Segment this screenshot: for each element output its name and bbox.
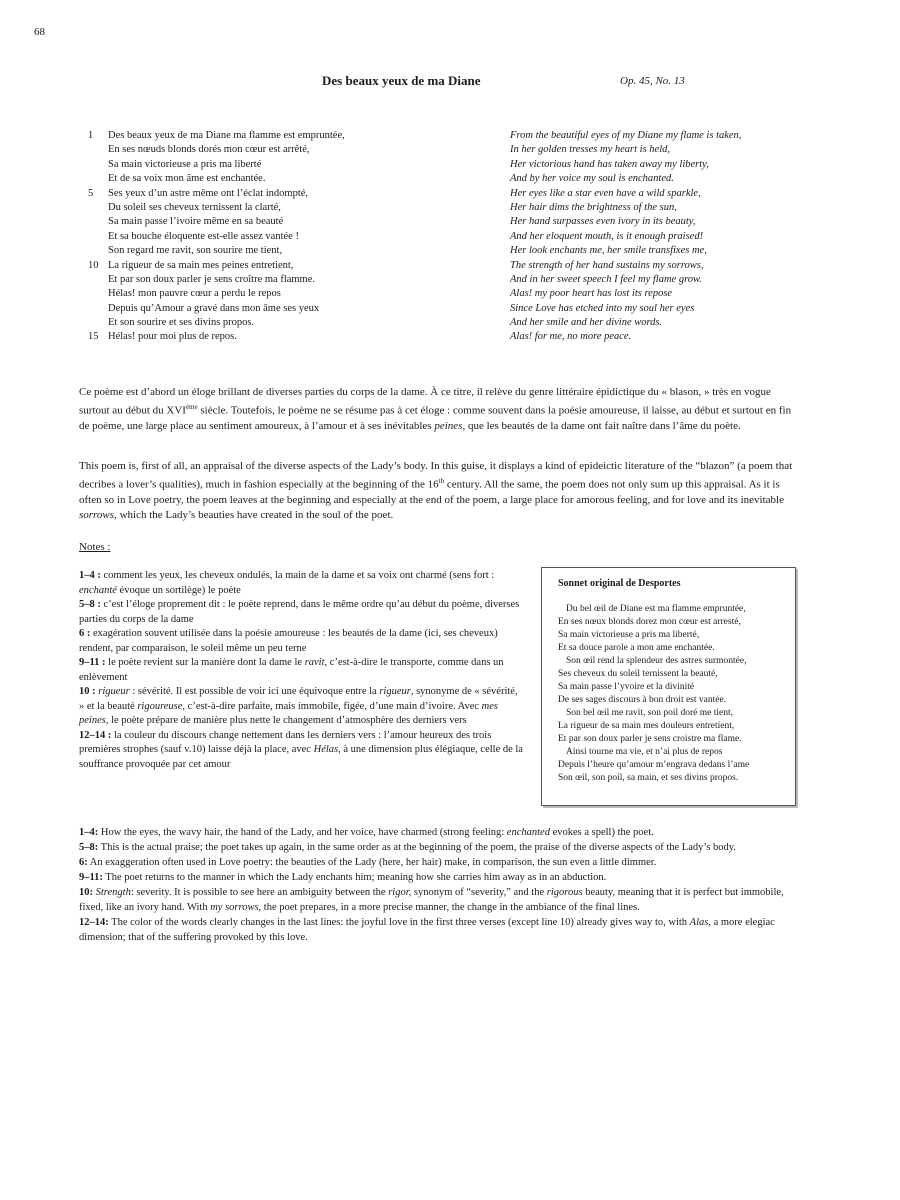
line-number — [88, 158, 106, 172]
poem-line-fr: En ses nœuds blonds dorés mon cœur est arrêté, — [108, 144, 310, 156]
poem-line-en: Her hair dims the brightness of the sun, — [510, 201, 677, 213]
note-label: 6 : — [79, 628, 91, 639]
note-label: 9–11: — [79, 872, 103, 883]
commentary-english — [79, 459, 795, 523]
sonnet-box-title: Sonnet original de Desportes — [558, 578, 681, 589]
italic-term: ravit — [304, 657, 325, 668]
poem-line-fr: Et par son doux parler je sens croître ma flamme. — [108, 273, 316, 285]
superscript: th — [438, 477, 445, 485]
text-run: beauty, meaning that it is perfect but immobile, fixed, like an ivory hand. With — [79, 887, 784, 913]
line-number: 5 — [88, 187, 94, 199]
italic-term: enchanted — [506, 827, 550, 838]
note-item — [79, 729, 524, 773]
poem-french — [108, 129, 345, 345]
italic-term: rigueur — [98, 686, 130, 697]
text-run: évoque un sortilège) le poète — [116, 584, 241, 596]
poem-line-fr: Sa main victorieuse a pris ma liberté — [108, 158, 262, 170]
line-number — [88, 172, 106, 186]
superscript: ème — [185, 403, 198, 411]
note-label: 10: — [79, 887, 93, 898]
italic-term: peines — [434, 419, 463, 432]
text-run: the poet prepares, in a more precise manner, the change in the ambiance of the final lines. — [261, 902, 640, 913]
poem-line-fr: Son regard me ravit, son sourire me tient, — [108, 245, 283, 257]
note-label: 5–8: — [79, 842, 99, 853]
line-number — [88, 215, 106, 229]
text-run: , à une dimension plus élégiaque, celle de la souffrance provoquée par cet amour — [79, 744, 523, 770]
text-run: , le poète prépare de manière plus nette le changement d’atmosphère des derniers vers — [105, 715, 467, 726]
note-item — [79, 825, 795, 840]
text-run: How the eyes, the wavy hair, the hand of the Lady, and her voice, have charmed (strong feeling: — [98, 827, 507, 838]
poem-line-numbers — [88, 129, 106, 345]
poem-line-fr: Hélas! pour moi plus de repos. — [108, 331, 237, 343]
text-run: le poète revient sur la manière dont la dame le — [105, 657, 305, 668]
line-number — [88, 302, 106, 316]
poem-line-en: And her smile and her divine words. — [510, 317, 663, 329]
poem-line-en: Alas! for me, no more peace. — [510, 331, 632, 343]
poem-line-fr: Depuis qu’Amour a gravé dans mon âme ses yeux — [108, 302, 320, 314]
note-label: 10 : — [79, 686, 96, 697]
notes-english — [79, 825, 795, 945]
text-run: , que les beautés de la dame ont fait naître dans l’âme du poète. — [462, 419, 741, 432]
poem-line-en: And her eloquent mouth, is it enough praised! — [510, 230, 704, 242]
note-item — [79, 870, 795, 885]
notes-french — [79, 569, 524, 772]
poem-line-en: The strength of her hand sustains my sorrows, — [510, 259, 704, 271]
text-run: comment les yeux, les cheveux ondulés, la main de la dame et sa voix ont charmé (sens fort : — [100, 570, 495, 581]
poem-line-en: And by her voice my soul is enchanted. — [510, 173, 674, 185]
page-number: 68 — [34, 26, 45, 38]
sonnet-line: Son œil rend la splendeur des astres surmontée, — [566, 656, 747, 666]
poem-line-fr: Et sa bouche éloquente est-elle assez vantée ! — [108, 230, 299, 242]
poem-line-fr: Sa main passe l’ivoire même en sa beauté — [108, 216, 284, 228]
text-run: century. All the same, the poem does not only sum up this appraisal. As it is often so in Love poetry, the poem leaves at the beginning and especially at the end of the poem, a large place for amorous feeling, and for love and its inevitable — [79, 478, 784, 506]
note-label: 12–14: — [79, 917, 109, 928]
note-item — [79, 885, 795, 915]
note-item — [79, 855, 795, 870]
italic-term: Strength — [95, 887, 131, 898]
note-item — [79, 569, 524, 598]
line-number — [88, 244, 106, 258]
italic-term: rigor, — [388, 887, 412, 898]
text-run: which the Lady’s beauties have created in the soul of the poet. — [116, 508, 394, 521]
text-run: siècle. Toutefois, le poème ne se résume pas à cet éloge : comme souvent dans la poésie amoureuse, il laisse, au début et surtout en fin de poème, une large place au sentiment amoureux, à l’amour et à ses inévitables — [79, 404, 792, 432]
page-title: Des beaux yeux de ma Diane — [322, 73, 481, 88]
line-number: 15 — [88, 331, 99, 343]
note-item — [79, 656, 524, 685]
opus-number: Op. 45, No. 13 — [620, 75, 685, 87]
poem-line-en: Her hand surpasses even ivory in its beauty, — [510, 216, 696, 228]
text-run: a more elegiac dimension; that of the suffering provoked by this love. — [79, 917, 775, 943]
text-run: la couleur du discours change nettement dans les derniers vers : l’amour heureux des trois premières strophes (sauf v.10) laisse déjà la place, avec — [79, 729, 492, 755]
italic-term: Hélas — [313, 744, 339, 755]
text-run: : sévérité. Il est possible de voir ici une équivoque entre la — [129, 686, 380, 697]
italic-term: enchanté — [79, 584, 117, 596]
notes-heading: Notes : — [79, 541, 111, 553]
text-run: The color of the words clearly changes in the last lines: the joyful love in the first three verses (except line 10) already gives way to, with — [108, 917, 690, 928]
line-number: 1 — [88, 130, 94, 141]
line-number — [88, 273, 106, 287]
commentary-french — [79, 385, 795, 434]
note-label: 5–8 : — [79, 599, 101, 610]
poem-line-fr: Du soleil ses cheveux ternissent la clarté, — [108, 201, 281, 213]
sonnet-line: En ses nœux blonds dorez mon cœur est arresté, — [558, 617, 741, 627]
note-item — [79, 840, 795, 855]
sonnet-box — [541, 567, 796, 806]
sonnet-line: Son œil, son poil, sa main, et ses divins propos. — [558, 773, 739, 783]
note-label: 12–14 : — [79, 729, 112, 741]
text-run: : severity. It is possible to see here an ambiguity between the — [130, 887, 389, 898]
line-number — [88, 143, 106, 157]
text-run: exagération souvent utilisée dans la poésie amoureuse : les beautés de la dame (ici, ses cheveux) rendent, par comparaison, le soleil même un peu terne — [79, 628, 498, 654]
poem-line-en: From the beautiful eyes of my Diane my flame is taken, — [510, 130, 742, 141]
sonnet-line: Et par son doux parler je sens croistre ma flame. — [558, 734, 742, 744]
sonnet-line: Depuis l’heure qu’amour m’engrava dedans l’ame — [558, 760, 750, 770]
italic-term: my sorrows, — [210, 902, 262, 913]
text-run: An exaggeration often used in Love poetry: the beauties of the Lady (here, her hair) make, in comparison, the sun even a little dimmer. — [87, 857, 657, 868]
line-number — [88, 201, 106, 215]
note-label: 9–11 : — [79, 657, 106, 668]
sonnet-line: La rigueur de sa main mes douleurs entretient, — [558, 721, 735, 731]
poem-english — [510, 129, 741, 345]
poem-line-en: Since Love has etched into my soul her eyes — [510, 302, 695, 314]
sonnet-line: Et sa douce parole a mon ame enchantée. — [558, 643, 715, 653]
italic-term: mes peines — [79, 700, 498, 726]
text-run: , synonyme de « sévérité, » et la beauté — [79, 686, 518, 712]
text-run: The poet returns to the manner in which the Lady enchants him; meaning how she carries him away as in an abduction. — [102, 872, 607, 883]
sonnet-line: Sa main victorieuse a pris ma liberté, — [558, 630, 700, 640]
poem-line-fr: Ses yeux d’un astre même ont l’éclat indompté, — [108, 187, 309, 199]
poem-line-en: Her eyes like a star even have a wild sparkle, — [510, 187, 701, 199]
line-number — [88, 316, 106, 330]
poem-line-en: Alas! my poor heart has lost its repose — [510, 288, 673, 300]
italic-term: Alas, — [689, 917, 711, 928]
poem-line-fr: Et son sourire et ses divins propos. — [108, 317, 255, 329]
note-label: 1–4 : — [79, 570, 101, 581]
text-run: synonym of “severity,” and the — [411, 887, 547, 898]
note-item — [79, 685, 524, 729]
sonnet-line: Ainsi tourne ma vie, et n’ai plus de repos — [566, 747, 723, 757]
text-run: Ce poème est d’abord un éloge brillant de diverses parties du corps de la dame. À ce titre, il relève du genre littéraire épidictique du « blason, » très en vogue surtout au début du XVI — [79, 386, 771, 417]
text-run: c’est l’éloge proprement dit : le poète reprend, dans le même ordre qu’au début du poème, diverses parties du corps de la dame — [79, 599, 520, 625]
text-run: , c’est-à-dire parfaite, mais immobile, figée, d’une main d’ivoire. Avec — [182, 700, 482, 712]
italic-term: rigorous — [546, 887, 583, 898]
poem-line-en: In her golden tresses my heart is held, — [510, 144, 671, 156]
text-run: This is the actual praise; the poet takes up again, in the same order as at the beginning of the poem, the praise of the diverse aspects of the Lady’s body. — [98, 842, 736, 853]
poem-line-en: Her victorious hand has taken away my liberty, — [510, 158, 709, 170]
poem-line-fr: Des beaux yeux de ma Diane ma flamme est empruntée, — [108, 130, 345, 141]
line-number — [88, 287, 106, 301]
text-run: evokes a spell) the poet. — [549, 827, 654, 838]
sonnet-line: Sa main passe l’yvoire et la divinité — [558, 682, 695, 692]
poem-line-fr: Et de sa voix mon âme est enchantée. — [108, 173, 266, 185]
sonnet-line: Ses cheveux du soleil ternissent la beauté, — [558, 669, 718, 679]
note-label: 1–4: — [79, 827, 99, 838]
text-run: This poem is, first of all, an appraisal of the diverse aspects of the Lady’s body. In this guise, it displays a kind of epideictic literature of the “blazon” (a poem that decribes a lover’s qualities), much in fashion especially at the beginning of the 16 — [79, 460, 793, 491]
poem-line-en: Her look enchants me, her smile transfixes me, — [510, 245, 707, 257]
text-run: , c’est-à-dire le transporte, comme dans un enlèvement — [79, 657, 504, 683]
note-item — [79, 627, 524, 656]
poem-line-fr: Hélas! mon pauvre cœur a perdu le repos — [108, 288, 281, 300]
italic-term: rigueur — [379, 686, 411, 697]
note-item — [79, 598, 524, 627]
sonnet-line: Du bel œil de Diane est ma flamme empruntée, — [566, 604, 746, 614]
poem-line-fr: La rigueur de sa main mes peines entretient, — [108, 259, 294, 271]
note-item — [79, 915, 795, 945]
line-number: 10 — [88, 259, 99, 271]
sonnet-line: De ses sages discours à bon droit est vantée. — [558, 695, 727, 705]
italic-term: sorrows, — [79, 508, 117, 521]
poem-line-en: And in her sweet speech I feel my flame grow. — [510, 273, 702, 285]
line-number — [88, 230, 106, 244]
note-label: 6: — [79, 857, 88, 868]
sonnet-line: Son bel œil me ravit, son poil doré me tient, — [566, 708, 734, 718]
italic-term: rigoureuse — [137, 700, 183, 712]
